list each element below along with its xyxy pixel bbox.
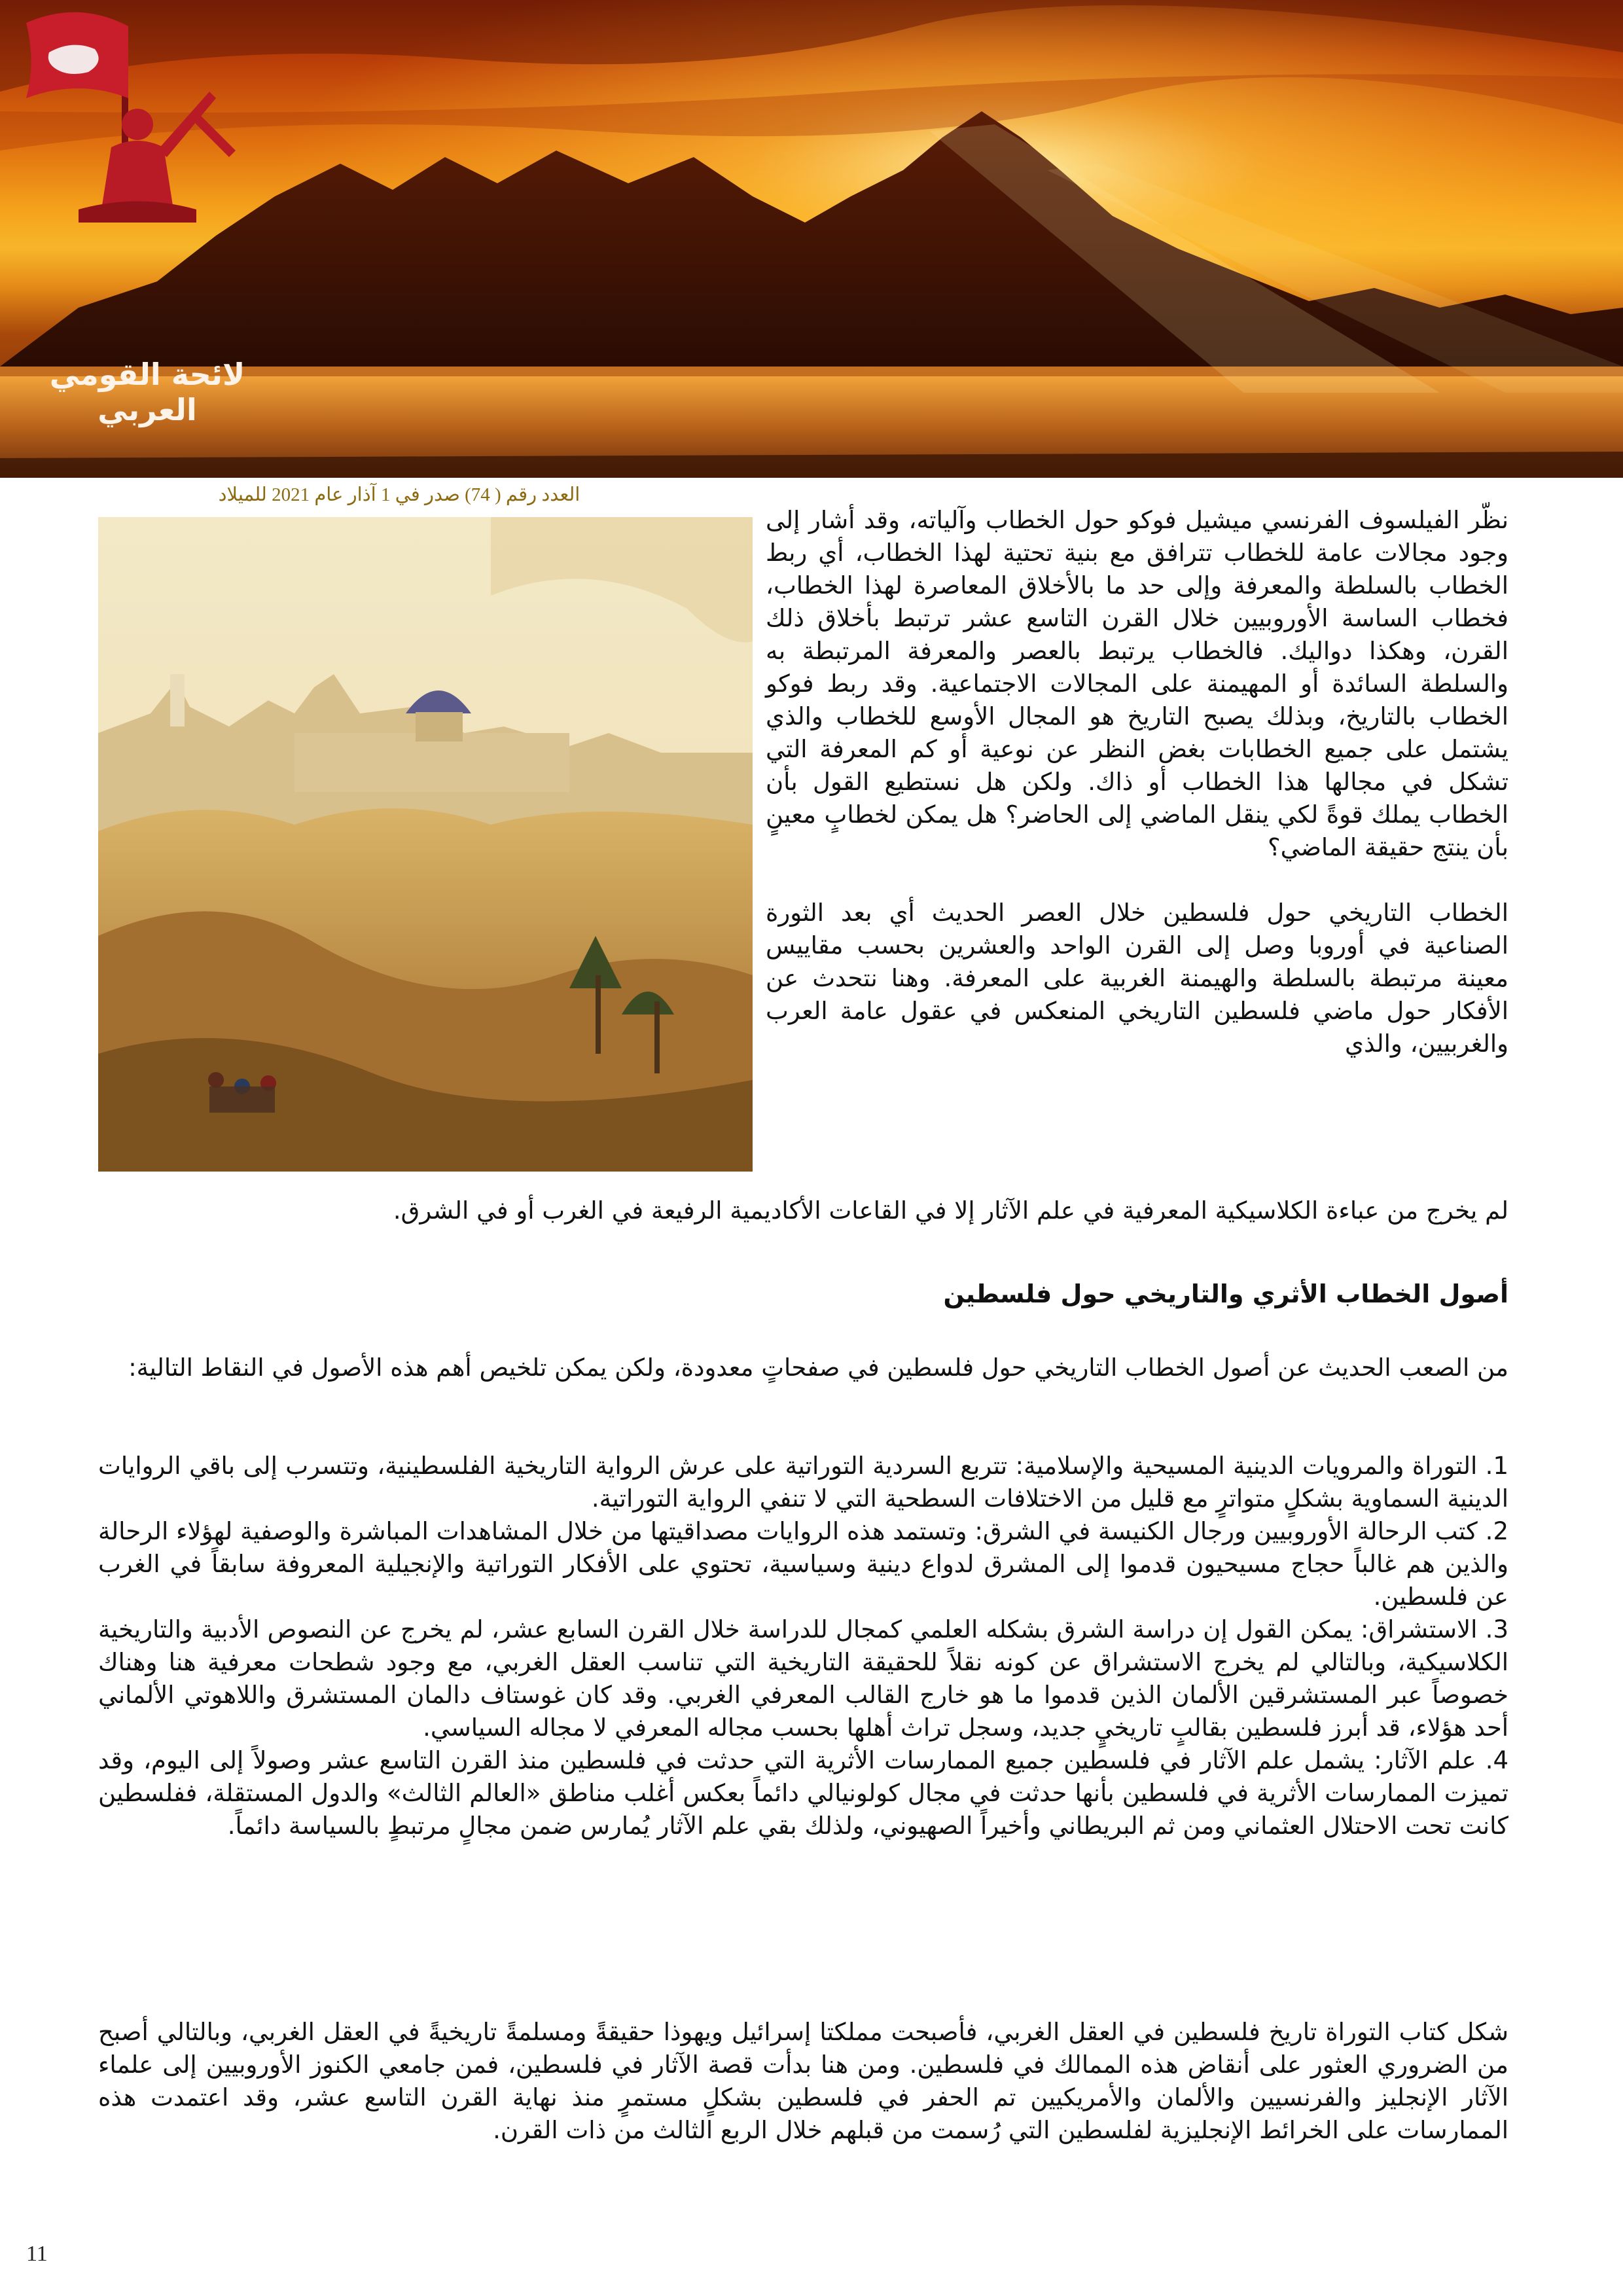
intro-continuation: لم يخرج من عباءة الكلاسيكية المعرفية في علم الآثار إلا في القاعات الأكاديمية الرفيعة في الغرب أو في الشرق. — [393, 1196, 1508, 1225]
lead-paragraph: من الصعب الحديث عن أصول الخطاب التاريخي حول فلسطين في صفحاتٍ معدودة، ولكن يمكن تلخيص أهم هذه الأصول في النقاط التالية: — [128, 1354, 1508, 1382]
list-item: 2. كتب الرحالة الأوروبيين ورجال الكنيسة في الشرق: وتستمد هذه الروايات مصداقيتها من خلال المشاهدات المباشرة والوصفية لهؤلاء الرحالة والذين هم غالباً حجاج مسيحيون قدموا إلى المشرق لدواع دينية وسياسية، تحتوي على الأفكار التوراتية والإنجيلية المعروفة سابقاً في الغرب عن فلسطين. — [98, 1517, 1508, 1611]
intro-paragraph-2: الخطاب التاريخي حول فلسطين خلال العصر الحديث أي بعد الثورة الصناعية في أوروبا وصل إلى القرن الواحد والعشرين بحسب مقاييس معينة مرتبطة بالسلطة والهيمنة الغربية على المعرفة. وهنا نتحدث عن الأفكار حول ماضي فلسطين التاريخي المنعكس في عقول عامة العرب والغربيين، والذي — [766, 899, 1508, 1058]
issue-line: العدد رقم ( 74) صدر في 1 آذار عام 2021 للميلاد — [218, 484, 580, 505]
list-item: 3. الاستشراق: يمكن القول إن دراسة الشرق بشكله العلمي كمجال للدراسة خلال القرن السابع عشر، لم يخرج عن النصوص الأدبية والتاريخية الكلاسيكية، وبالتالي لم يخرج الاستشراق عن كونه نقلاً للحقيقة التاريخية التي تناسب العقل الغربي، مع وجود شطحات معرفية هنا وهناك خصوصاً عبر المستشرقين الألمان الذين قدموا ما هو خارج القالب المعرفي الغربي. وقد كان غوستاف دالمان المستشرق واللاهوتي الألماني أحد هؤلاء، قد أبرز فلسطين بقالبٍ تاريخيٍ جديد، وسجل تراث أهلها بحسب مجاله المعرفي لا مجاله السياسي. — [98, 1615, 1508, 1742]
page-number: 11 — [26, 2242, 48, 2266]
closing-paragraph: شكل كتاب التوراة تاريخ فلسطين في العقل الغربي، فأصبحت مملكتا إسرائيل ويهوذا حقيقةً ومسلمةً تاريخيةً في العقل الغربي، وبالتالي أصبح من الضروري العثور على أنقاض هذه الممالك في فلسطين. ومن هنا بدأت قصة الآثار في فلسطين، فمن جامعي الكنوز الأوروبيين إلى علماء الآثار الإنجليز والفرنسيين والألمان والأمريكيين تم الحفر في فلسطين بشكلٍ مستمرٍ منذ نهاية القرن التاسع عشر، وقد اعتمدت هذه الممارسات على الخرائط الإنجليزية لفلسطين التي رُسمت من قبلهم خلال الربع الثالث من ذات القرن. — [98, 2018, 1508, 2144]
intro-column — [766, 504, 1508, 1060]
logo-flag-icon — [0, 0, 281, 255]
jerusalem-painting-image — [98, 517, 753, 1172]
points-list — [98, 1450, 1508, 1842]
header-banner — [0, 0, 1623, 478]
intro-paragraph-1: نظّر الفيلسوف الفرنسي ميشيل فوكو حول الخطاب وآلياته، وقد أشار إلى وجود مجالات عامة للخطاب تترافق مع بنية تحتية لهذا الخطاب، أي ربط الخطاب بالسلطة والمعرفة وإلى حد ما بالأخلاق المعاصرة لهذا الخطاب، فخطاب الساسة الأوروبيين خلال القرن التاسع عشر ترتبط بأخلاق ذلك القرن، وهكذا دواليك. فالخطاب يرتبط بالعصر والمعرفة المرتبطة به والسلطة السائدة أو المهيمنة على المجالات الاجتماعية. وقد ربط فوكو الخطاب بالتاريخ، وبذلك يصبح التاريخ هو المجال الأوسع للخطاب والذي يشتمل على جميع الخطابات بغض النظر عن نوعية أو كم المعرفة التي تشكل في مجالها هذا الخطاب أو ذاك. ولكن هل نستطيع القول بأن الخطاب يملك قوةً لكي ينقل الماضي إلى الحاضر؟ هل يمكن لخطابٍ معينٍ بأن ينتج حقيقة الماضي؟ — [766, 506, 1508, 861]
logo-title: لائحة القومي العربي — [49, 357, 245, 427]
list-item: 4. علم الآثار: يشمل علم الآثار في فلسطين جميع الممارسات الأثرية التي حدثت في فلسطين منذ القرن التاسع عشر وصولاً إلى اليوم، وقد تميزت الممارسات الأثرية في فلسطين بأنها حدثت في مجال كولونيالي دائماً بعكس أغلب مناطق «العالم الثالث» والدول المستقلة، ففلسطين كانت تحت الاحتلال العثماني ومن ثم البريطاني وأخيراً الصهيوني، ولذلك بقي علم الآثار يُمارس ضمن مجالٍ مرتبطٍ بالسياسة دائماً. — [98, 1746, 1508, 1840]
section-heading: أصول الخطاب الأثري والتاريخي حول فلسطين — [943, 1280, 1508, 1308]
list-item: 1. التوراة والمرويات الدينية المسيحية والإسلامية: تتربع السردية التوراتية على عرش الرواية التاريخية الفلسطينية، وتتسرب إلى باقي الروايات الدينية السماوية بشكلٍ متواترٍ مع قليل من الاختلافات السطحية التي لا تنفي الرواية التوراتية. — [98, 1452, 1508, 1513]
